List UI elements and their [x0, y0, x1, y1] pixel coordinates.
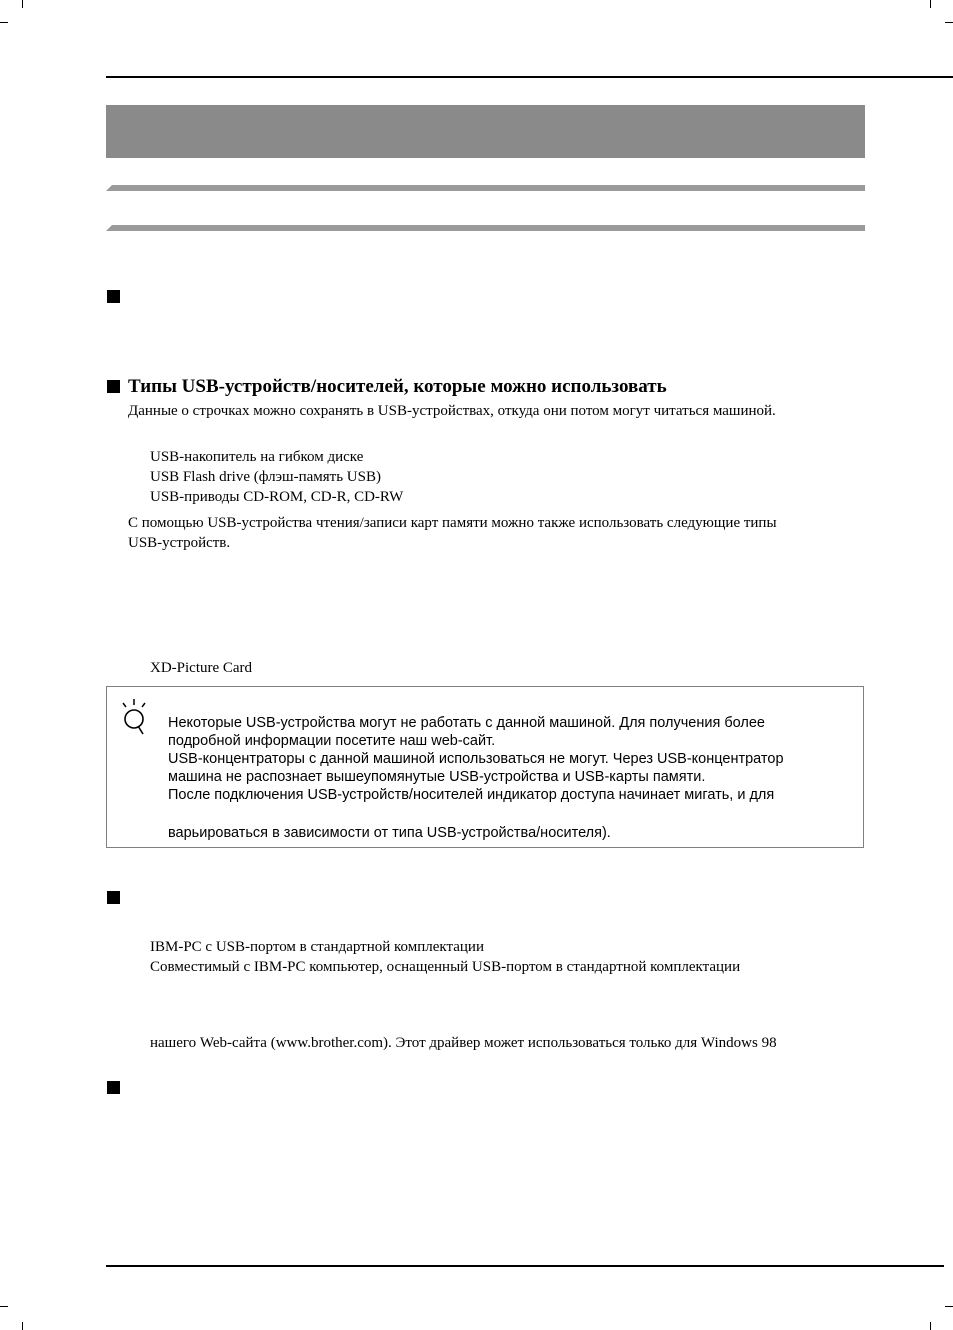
note-box — [106, 686, 864, 848]
paragraph-line: USB-устройств. — [128, 535, 231, 551]
crop-mark — [930, 1322, 931, 1330]
list-item: XD-Picture Card — [150, 660, 253, 676]
section-band-bottom — [106, 225, 865, 231]
list-item: USB Flash drive (флэш-память USB) — [150, 469, 381, 485]
crop-mark — [22, 0, 23, 8]
section-bullet — [107, 891, 120, 904]
crop-mark — [930, 0, 931, 8]
section-bullet — [107, 290, 120, 303]
note-line: подробной информации посетите наш web-сайт. — [168, 733, 496, 749]
list-item: Совместимый с IBM-PC компьютер, оснащенный USB-портом в стандартной комплектации — [150, 959, 741, 975]
section-bullet — [107, 1081, 120, 1094]
list-item: USB-приводы CD-ROM, CD-R, CD-RW — [150, 489, 404, 505]
intro-text: Данные о строчках можно сохранять в USB-устройствах, откуда они потом могут читаться машиной. — [128, 403, 776, 419]
crop-mark — [945, 1306, 953, 1307]
lightbulb-icon — [117, 697, 151, 737]
section-bullet — [107, 380, 120, 393]
driver-text: нашего Web-сайта (www.brother.com). Этот драйвер может использоваться только для Windows 98 — [150, 1035, 777, 1051]
section-heading: Типы USB-устройств/носителей, которые можно использовать — [128, 376, 667, 397]
chapter-header-band — [106, 105, 865, 158]
paragraph-line: С помощью USB-устройства чтения/записи карт памяти можно также использовать следующие типы — [128, 515, 777, 531]
computer-list — [150, 937, 740, 977]
note-line: Некоторые USB-устройства могут не работать с данной машиной. Для получения более — [168, 715, 765, 731]
device-list — [150, 447, 403, 507]
bottom-rule — [106, 1265, 944, 1267]
note-line: После подключения USB-устройств/носителей индикатор доступа начинает мигать, и для — [168, 787, 775, 803]
crop-mark — [945, 22, 953, 23]
card-reader-paragraph — [128, 513, 777, 553]
crop-mark — [22, 1322, 23, 1330]
note-line: машина не распознает вышеупомянутые USB-устройства и USB-карты памяти. — [168, 769, 706, 785]
note-line: варьироваться в зависимости от типа USB-устройства/носителя). — [168, 825, 611, 841]
crop-mark — [0, 1306, 8, 1307]
section-band-top — [106, 185, 865, 191]
note-text — [168, 714, 784, 804]
list-item: IBM-PC с USB-портом в стандартной комплектации — [150, 939, 484, 955]
list-item: USB-накопитель на гибком диске — [150, 449, 364, 465]
top-rule — [106, 76, 953, 78]
crop-mark — [0, 22, 8, 23]
note-line: USB-концентраторы с данной машиной использоваться не могут. Через USB-концентратор — [168, 751, 784, 767]
